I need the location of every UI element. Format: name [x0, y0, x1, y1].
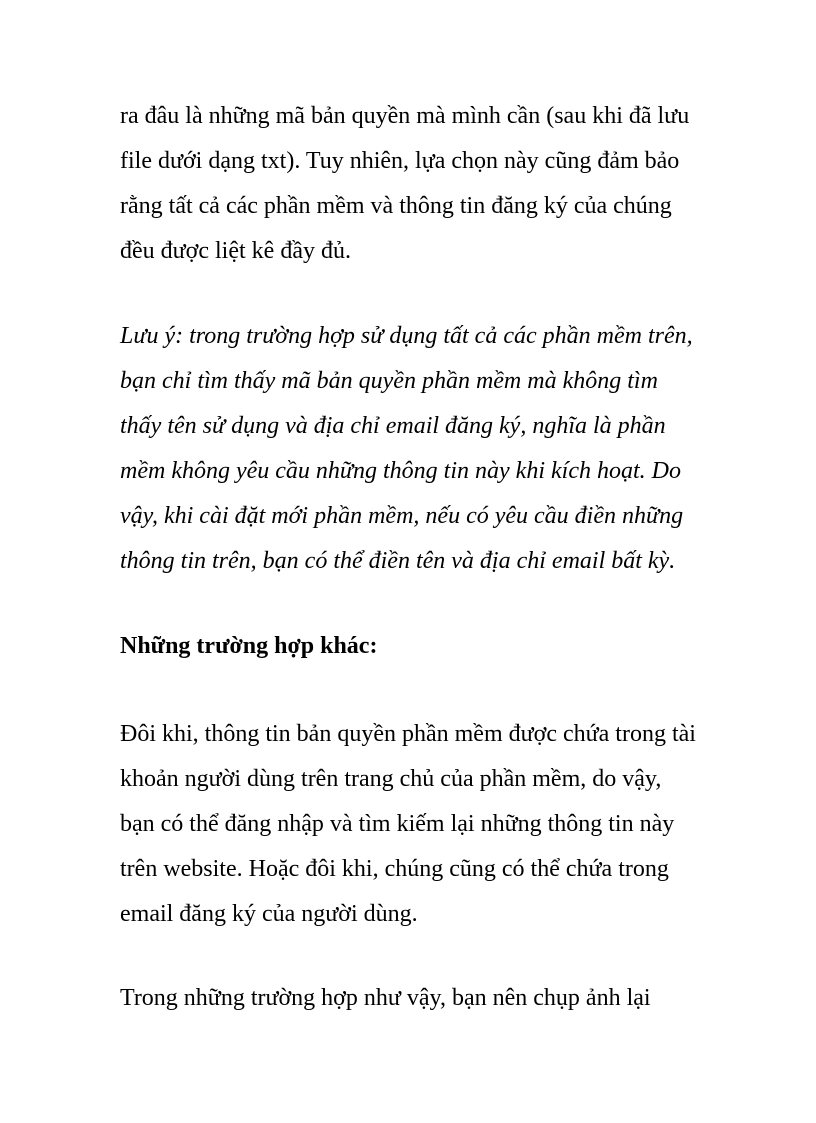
- text-line: ra đâu là những mã bản quyền mà mình cần (sau khi đã lưu: [120, 103, 690, 129]
- text-line: email đăng ký của người dùng.: [120, 901, 418, 927]
- note-line: vậy, khi cài đặt mới phần mềm, nếu có yêu cầu điền những: [120, 503, 684, 529]
- note-line: bạn chỉ tìm thấy mã bản quyền phần mềm mà không tìm: [120, 368, 658, 394]
- heading-text: Những trường hợp khác:: [120, 633, 378, 659]
- text-line: Trong những trường hợp như vậy, bạn nên chụp ảnh lại: [120, 985, 651, 1011]
- note-paragraph: [120, 314, 760, 584]
- note-line: thông tin trên, bạn có thể điền tên và địa chỉ email bất kỳ.: [120, 548, 676, 574]
- text-line: đều được liệt kê đầy đủ.: [120, 238, 351, 264]
- paragraph-license-list: [120, 94, 760, 274]
- note-line: Lưu ý: trong trường hợp sử dụng tất cả các phần mềm trên,: [120, 323, 693, 349]
- text-line: bạn có thể đăng nhập và tìm kiếm lại những thông tin này: [120, 811, 675, 837]
- text-line: trên website. Hoặc đôi khi, chúng cũng có thể chứa trong: [120, 856, 669, 882]
- text-line: Đôi khi, thông tin bản quyền phần mềm được chứa trong tài: [120, 721, 696, 747]
- text-line: file dưới dạng txt). Tuy nhiên, lựa chọn này cũng đảm bảo: [120, 148, 680, 174]
- section-heading: [120, 624, 760, 669]
- note-line: thấy tên sử dụng và địa chỉ email đăng ký, nghĩa là phần: [120, 413, 666, 439]
- text-line: khoản người dùng trên trang chủ của phần mềm, do vậy,: [120, 766, 662, 792]
- paragraph-other-cases: [120, 712, 760, 937]
- text-line: rằng tất cả các phần mềm và thông tin đăng ký của chúng: [120, 193, 672, 219]
- note-line: mềm không yêu cầu những thông tin này khi kích hoạt. Do: [120, 458, 681, 484]
- paragraph-screenshot-advice: [120, 976, 760, 1021]
